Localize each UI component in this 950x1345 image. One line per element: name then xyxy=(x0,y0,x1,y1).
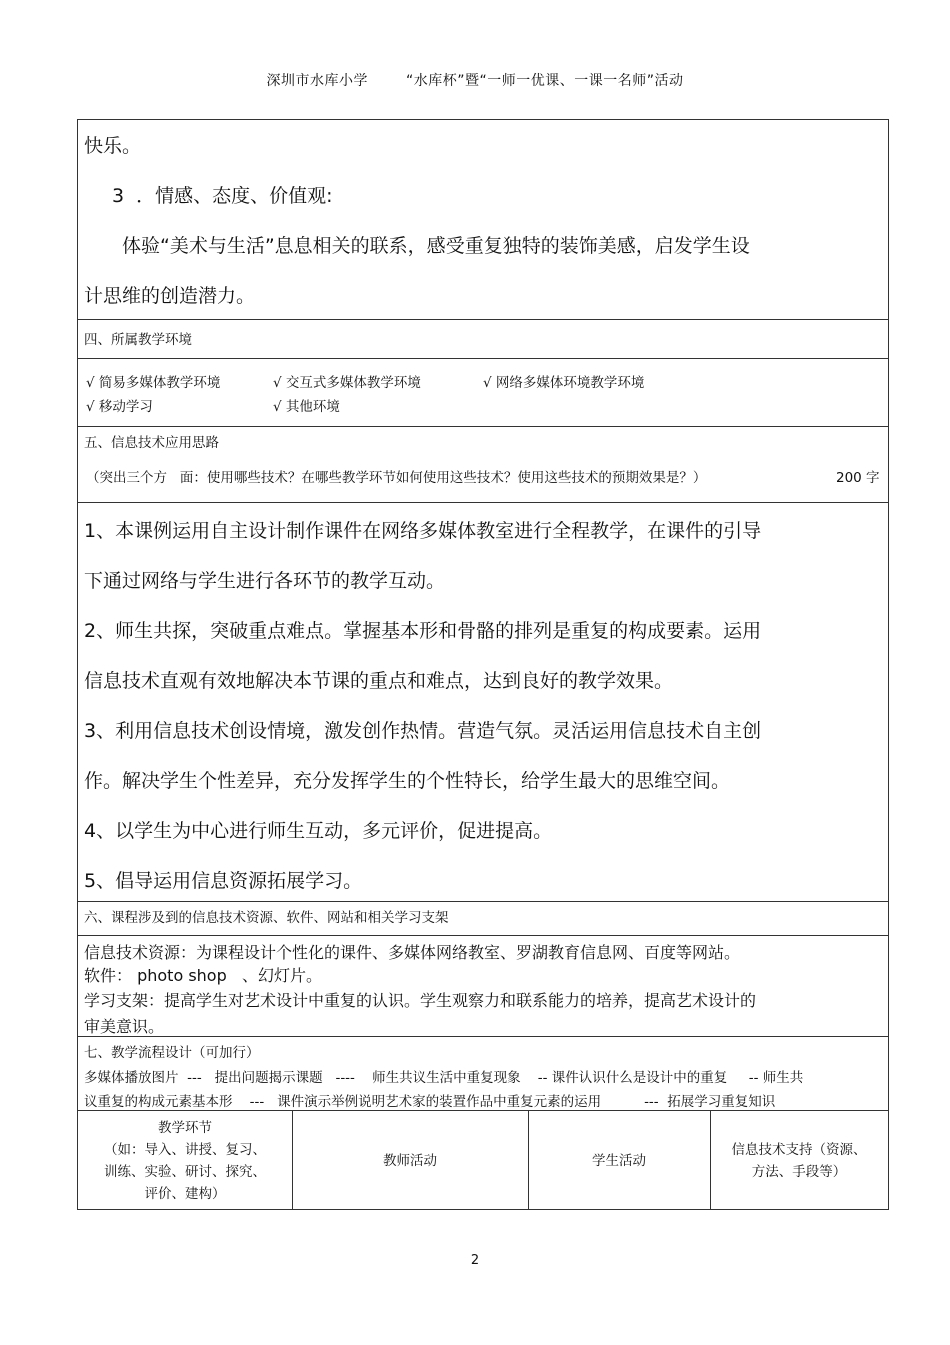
text-line: 3、利用信息技术创设情境，激发创作热情。营造气氛。灵活运用信息技术自主创 xyxy=(84,720,762,742)
header-line: 信息技术支持（资源、 xyxy=(731,1141,867,1158)
header-school: 深圳市水库小学 xyxy=(266,73,368,89)
page-number: 2 xyxy=(470,1253,480,1268)
env-option: √ 移动学习 xyxy=(86,399,153,415)
column-header-teacher-activity: 教师活动 xyxy=(383,1152,437,1169)
flow-text: 议重复的构成元素基本形 --- 课件演示举例说明艺术家的装置作品中重复元素的运用 --- 拓展学习重复知识 xyxy=(84,1094,776,1110)
header-line: （如：导入、讲授、复习、 xyxy=(104,1141,266,1158)
env-option: √ 交互式多媒体教学环境 xyxy=(273,375,421,391)
section-title: 六、课程涉及到的信息技术资源、软件、网站和相关学习支架 xyxy=(84,910,449,926)
section-hint: （突出三个方 面：使用哪些技术？在哪些教学环节如何使用这些技术？使用这些技术的预期效果是？） xyxy=(86,470,707,486)
text-line: 下通过网络与学生进行各环节的教学互动。 xyxy=(84,570,446,592)
text-line: 体验“美术与生活”息息相关的联系，感受重复独特的装饰美感，启发学生设 xyxy=(122,235,750,257)
header-line: 评价、建构） xyxy=(144,1185,226,1202)
text-line: 快乐。 xyxy=(84,135,142,157)
text-line: 信息技术直观有效地解决本节课的重点和难点，达到良好的教学效果。 xyxy=(84,670,674,692)
column-header-student-activity: 学生活动 xyxy=(592,1152,646,1169)
divider xyxy=(78,1036,888,1037)
env-option: √ 简易多媒体教学环境 xyxy=(86,375,221,391)
section-title: 七、教学流程设计（可加行） xyxy=(84,1045,260,1061)
text-line: 1、本课例运用自主设计制作课件在网络多媒体教室进行全程教学，在课件的引导 xyxy=(84,520,762,542)
text-line: 信息技术资源：为课程设计个性化的课件、多媒体网络教室、罗湖教育信息网、百度等网站。 xyxy=(84,943,741,962)
column-header-it-support xyxy=(710,1111,888,1210)
divider xyxy=(78,901,888,902)
header-line: 教学环节 xyxy=(158,1119,212,1136)
column-header-teaching-stage xyxy=(78,1111,292,1210)
section-subheading: 3 ．情感、态度、价值观: xyxy=(112,185,333,207)
text-line: 作。解决学生个性差异，充分发挥学生的个性特长，给学生最大的思维空间。 xyxy=(84,770,731,792)
divider xyxy=(78,935,888,936)
word-count: 200 字 xyxy=(836,470,880,486)
text-line: 计思维的创造潜力。 xyxy=(84,285,256,307)
header-line: 方法、手段等） xyxy=(751,1163,847,1180)
text-line: 学习支架：提高学生对艺术设计中重复的认识。学生观察力和联系能力的培养，提高艺术设计的 xyxy=(84,991,757,1010)
section-title: 五、信息技术应用思路 xyxy=(84,435,219,451)
flow-text: 多媒体播放图片 --- 提出问题揭示课题 ---- 师生共议生活中重复现象 -- 课件认识什么是设计中的重复 -- 师生共 xyxy=(84,1070,804,1086)
text-line: 软件： photo shop 、幻灯片。 xyxy=(84,966,323,985)
divider xyxy=(78,426,888,427)
divider xyxy=(78,319,888,320)
header-line: 训练、实验、研讨、探究、 xyxy=(104,1163,266,1180)
divider xyxy=(78,358,888,359)
lesson-plan-table xyxy=(77,119,889,1210)
page-header xyxy=(0,70,950,90)
text-line: 4、以学生为中心进行师生互动，多元评价，促进提高。 xyxy=(84,820,553,842)
text-line: 5、倡导运用信息资源拓展学习。 xyxy=(84,870,363,892)
header-activity: “水库杯”暨“一师一优课、一课一名师”活动 xyxy=(405,73,684,89)
env-option: √ 网络多媒体环境教学环境 xyxy=(483,375,645,391)
section-title: 四、所属教学环境 xyxy=(84,332,192,348)
text-line: 审美意识。 xyxy=(84,1017,165,1036)
divider xyxy=(78,502,888,503)
text-line: 2、师生共探，突破重点难点。掌握基本形和骨骼的排列是重复的构成要素。运用 xyxy=(84,620,762,642)
env-option: √ 其他环境 xyxy=(273,399,340,415)
